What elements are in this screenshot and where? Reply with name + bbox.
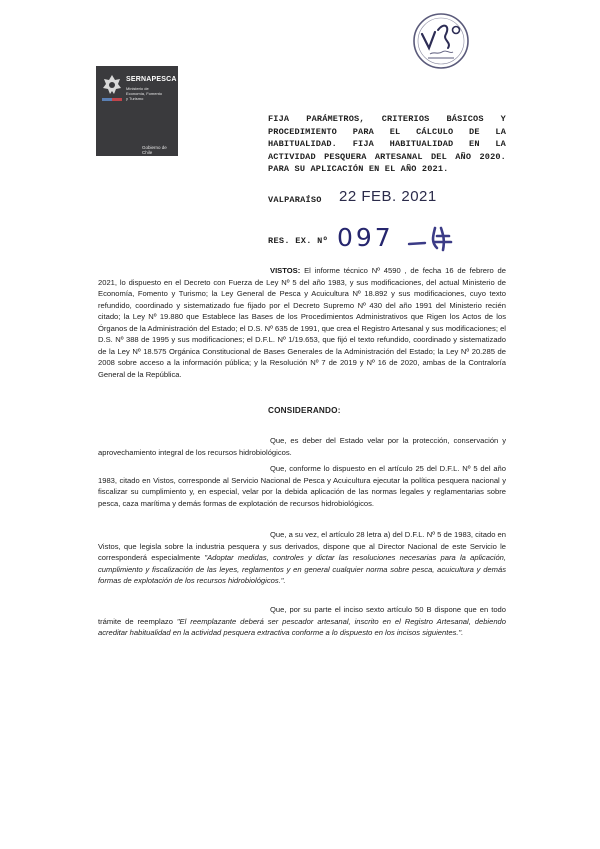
flag-red-bar (112, 98, 122, 101)
handwritten-number-suffix (407, 224, 457, 254)
resolution-number: 097 (337, 223, 394, 252)
government-label: Gobierno de Chile (142, 145, 167, 155)
resolution-title: FIJA PARÁMETROS, CRITERIOS BÁSICOS Y PROCEDIMIENTO PARA EL CÁLCULO DE LA HABITUALIDAD. FIJA HABITUALIDAD EN LA ACTIVIDAD PESQUERA ARTESANAL DEL AÑO 2020. PARA SU APLICACIÓN EN EL AÑO 2021. (268, 114, 506, 175)
flag-blue-bar (102, 98, 112, 101)
quoted-text: "Adoptar medidas, controles y dictar las resoluciones necesarias para la aplicación, cumplimiento y fiscalización de las leyes, reglamentos y en general cualquier norma sobre pesca, acuicultura y demás formas de explotación de los recursos hidrobiológicos.". (98, 553, 506, 585)
vistos-heading: VISTOS: (270, 266, 301, 275)
paragraph-text: Que, por su parte el inciso sexto artículo 50 B dispone que en todo trámite de reemplazo (98, 605, 506, 626)
sernapesca-logo (96, 66, 178, 156)
considerando-heading: CONSIDERANDO: (268, 406, 341, 415)
paragraph-text: Que, a su vez, el artículo 28 letra a) del D.F.L. Nº 5 de 1983, citado en Vistos, que legisla sobre la industria pesquera y sus derivados, dispone que al Director Nacional de este Servicio le corresponderá especialmente (98, 530, 506, 562)
ministry-line: Ministerio de (126, 86, 149, 91)
place-label: VALPARAÍSO (268, 195, 322, 205)
considerando-paragraph-2: Que, conforme lo dispuesto en el artículo 25 del D.F.L. Nº 5 del año 1983, citado en Vistos, corresponde al Servicio Nacional de Pesca y Acuicultura ejecutar la política pesquera nacional y fiscalizar su cumplimiento y, en especial, velar por la debida aplicación de las normas legales y reglamentarias sobre pesca, caza marítima y demás formas de explotación de recursos hidrobiológicos. (98, 464, 506, 508)
org-name: SERNAPESCA (126, 76, 177, 83)
considerando-paragraph-3 (98, 529, 506, 587)
considerando-paragraph-1: Que, es deber del Estado velar por la protección, conservación y aprovechamiento integral de los recursos hidrobiológicos. (98, 436, 506, 457)
chile-coat-of-arms-icon (102, 74, 122, 96)
approval-stamp (408, 8, 474, 74)
ministry-line: Economía, Fomento (126, 91, 163, 96)
quoted-text: "El reemplazante deberá ser pescador artesanal, inscrito en el Registro Artesanal, debiendo acreditar habitualidad en la actividad pesquera extractiva conforme a lo dispuesto en los incisos siguientes.". (98, 616, 506, 637)
ministry-line: y Turismo (126, 96, 144, 101)
resolution-label: RES. EX. Nº (268, 236, 329, 246)
considerando-paragraph-4 (98, 604, 506, 639)
vistos-text: El informe técnico Nº 4590 , de fecha 16 de febrero de 2021, lo dispuesto en el Decreto con Fuerza de Ley Nº 5 del año 1983, y sus modificaciones, del actual Ministerio de Economía, Fomento y Turismo; la Ley General de Pesca y Acuicultura Nº 18.892 y sus modificaciones, cuyo texto refundido, coordinado y sistematizado fue fijado por el Decreto Supremo Nº 430 del año 1991 del Ministerio recién citado; la Ley Nº 19.880 que Establece las Bases de los Procedimientos Administrativos que Rigen los Actos de los Órganos de la Administración del Estado; el D.S. Nº 635 de 1991, que crea el Registro Artesanal y sus modificaciones; el D.S. Nº 388 de 1995 y sus modificaciones; el D.F.L. Nº 1/19.653, que fijó el texto refundido, coordinado y sistematizado de la Ley Nº 18.575 Orgánica Constitucional de Bases Generales de la Administración del Estado; la Ley Nº 20.285 de 2008 sobre acceso a la información pública; y la Resolución Nº 7 de 2019 y Nº 16 de 2020, ambas de la Contraloría General de la República. (98, 266, 506, 379)
vistos-paragraph (98, 265, 506, 380)
ministry-name (126, 86, 176, 101)
date-stamp: 22 FEB. 2021 (339, 188, 437, 205)
